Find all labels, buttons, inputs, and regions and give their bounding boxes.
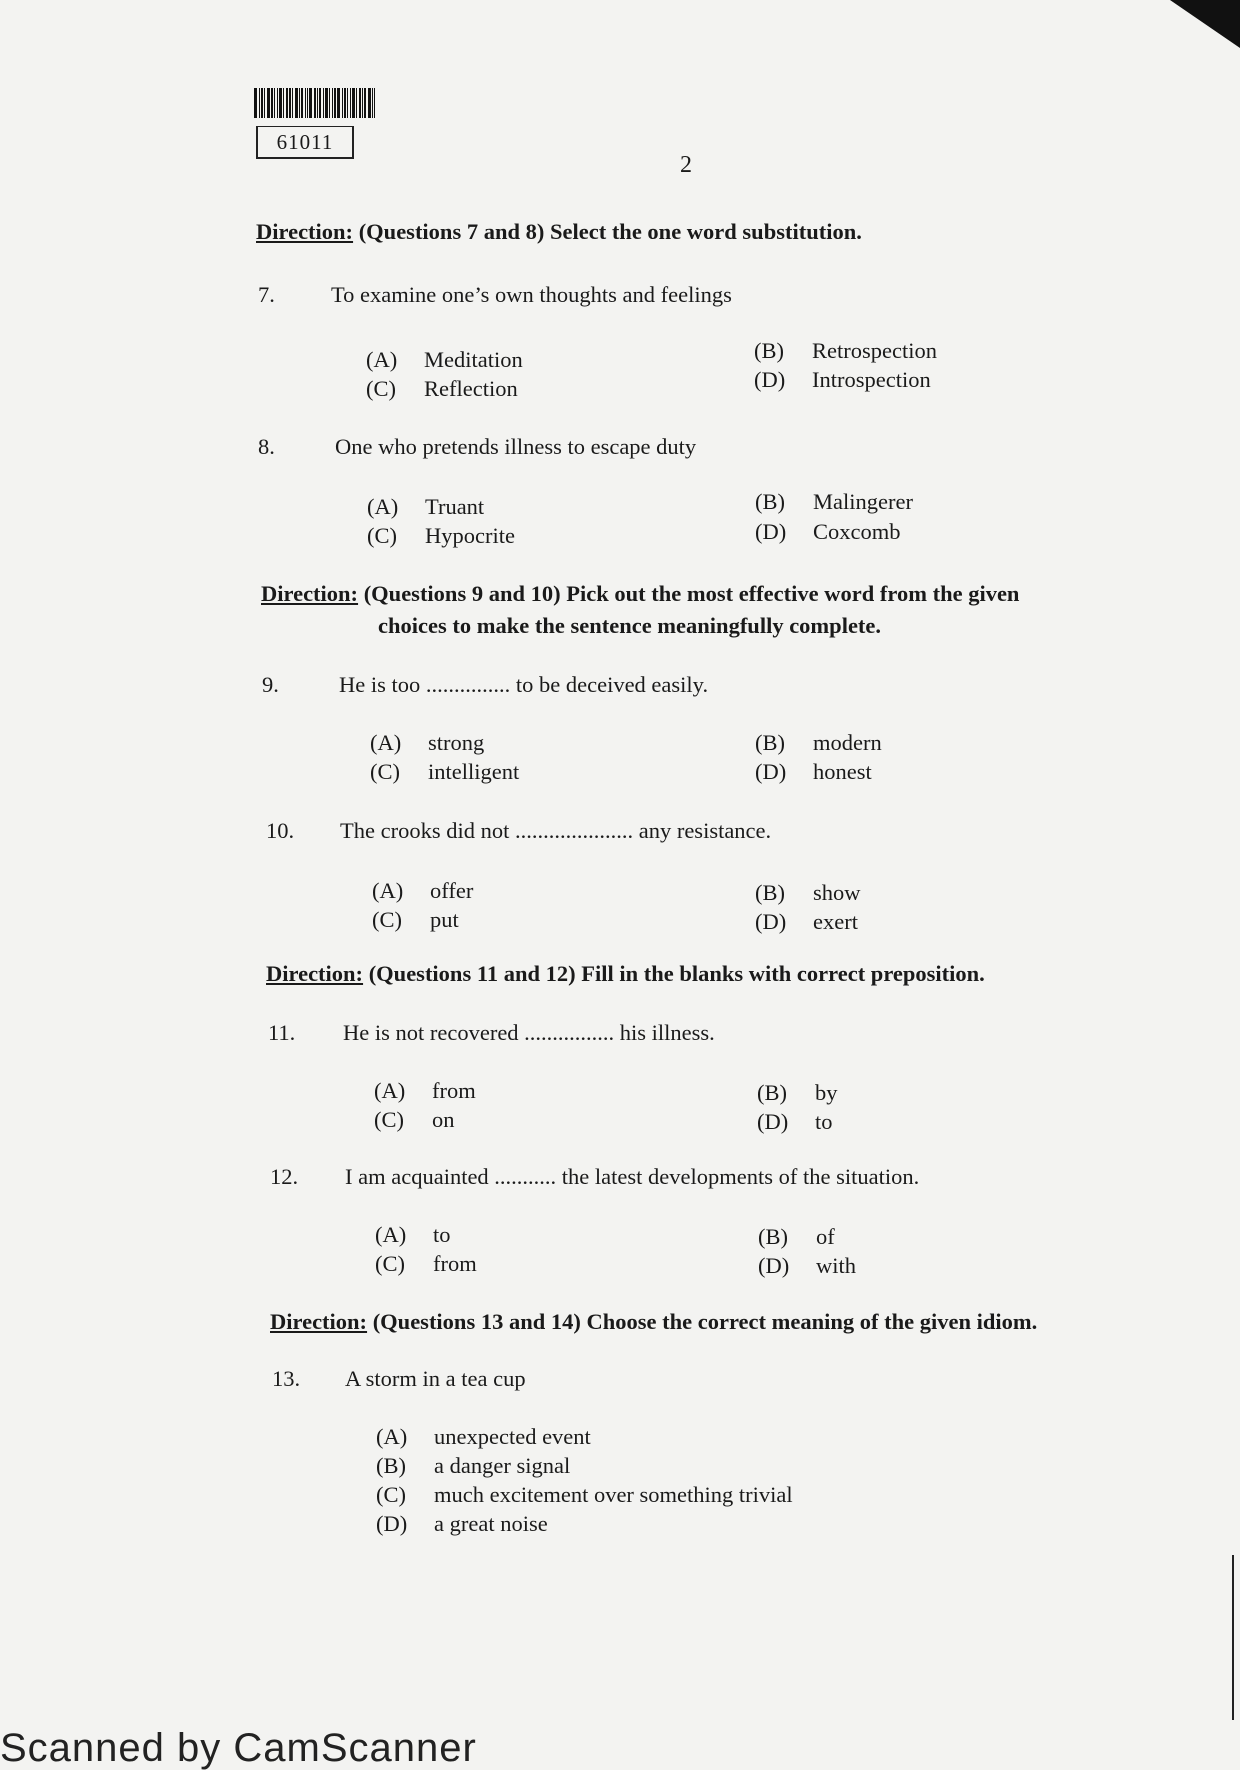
option-d: (D) with [758, 1253, 857, 1278]
option-a: (A) Meditation [366, 347, 523, 372]
barcode-bar [277, 88, 278, 118]
option-c: (C) intelligent [370, 759, 520, 784]
barcode-bar [372, 88, 373, 118]
barcode-bar [307, 88, 308, 118]
barcode-bar [274, 88, 275, 118]
barcode-bar [344, 88, 346, 118]
option-b: (B) Retrospection [754, 338, 937, 363]
barcode-bar [352, 88, 355, 118]
option-c: (C) Hypocrite [367, 523, 515, 548]
option-c: (C) much excitement over something trivial [376, 1482, 793, 1507]
barcode-bar [292, 88, 293, 118]
question-number: 10. [266, 818, 295, 843]
barcode-bar [317, 88, 318, 118]
direction-text: (Questions 11 and 12) Fill in the blanks with correct preposition. [368, 961, 985, 986]
option-b: (B) by [757, 1080, 838, 1105]
barcode-bar [350, 88, 351, 118]
barcode-bar [334, 88, 336, 118]
barcode-bar [259, 88, 260, 118]
option-d: (D) a great noise [376, 1511, 548, 1536]
barcode-bar [286, 88, 288, 118]
scan-watermark: Scanned by CamScanner [0, 1726, 477, 1770]
option-c: (C) put [372, 907, 459, 932]
question-text: One who pretends illness to escape duty [335, 434, 697, 459]
option-d: (D) Coxcomb [755, 519, 901, 544]
barcode-bar [329, 88, 330, 118]
barcode-bar [337, 88, 340, 118]
option-c: (C) from [375, 1251, 477, 1276]
direction-label: Direction: [256, 219, 354, 244]
barcode-bar [305, 88, 306, 118]
direction-section-1 [256, 216, 862, 248]
barcode-bar [325, 88, 328, 118]
question-text: He is too ............... to be deceived easily. [339, 672, 709, 697]
barcode-bar [323, 88, 324, 118]
barcode-bar [347, 88, 348, 118]
question-number: 8. [258, 434, 275, 459]
option-a: (A) strong [370, 730, 485, 755]
question-text: The crooks did not ..................... any resistance. [340, 818, 772, 843]
direction-text: (Questions 13 and 14) Choose the correct meaning of the given idiom. [372, 1309, 1038, 1334]
barcode-bar [309, 88, 312, 118]
direction-section-4 [270, 1306, 1037, 1338]
question-text: A storm in a tea cup [345, 1366, 526, 1391]
question-text: He is not recovered ................ his illness. [343, 1020, 715, 1045]
option-c: (C) on [374, 1107, 455, 1132]
option-d: (D) to [757, 1109, 833, 1134]
question-number: 7. [258, 282, 275, 307]
barcode-bar [364, 88, 366, 118]
barcode-bar [254, 88, 257, 118]
option-a: (A) Truant [367, 494, 485, 519]
barcode [254, 88, 422, 118]
barcode-bar [368, 88, 371, 118]
scan-edge-line [1232, 1555, 1234, 1720]
barcode-bar [342, 88, 343, 118]
barcode-bar [314, 88, 316, 118]
question-number: 13. [272, 1366, 301, 1391]
option-c: (C) Reflection [366, 376, 518, 401]
barcode-bar [359, 88, 361, 118]
barcode-bar [374, 88, 375, 118]
direction-label: Direction: [261, 581, 359, 606]
option-a: (A) unexpected event [376, 1424, 591, 1449]
option-b: (B) a danger signal [376, 1453, 571, 1478]
barcode-bar [362, 88, 363, 118]
barcode-bar [283, 88, 284, 118]
question-text: I am acquainted ........... the latest developments of the situation. [345, 1164, 920, 1189]
option-d: (D) Introspection [754, 367, 931, 392]
barcode-bar [356, 88, 357, 118]
direction-label: Direction: [270, 1309, 368, 1334]
direction-text: (Questions 7 and 8) Select the one word substitution. [358, 219, 862, 244]
question-text: To examine one’s own thoughts and feelings [331, 282, 732, 307]
barcode-bar [289, 88, 291, 118]
direction-section-2-line-2: choices to make the sentence meaningfully complete. [378, 613, 882, 638]
option-d: (D) exert [755, 909, 858, 934]
paper-code: 61011 [276, 130, 334, 154]
direction-text: (Questions 9 and 10) Pick out the most effective word from the given [363, 581, 1020, 606]
barcode-bar [264, 88, 265, 118]
option-b: (B) Malingerer [755, 489, 913, 514]
question-number: 11. [268, 1020, 296, 1045]
option-b: (B) show [755, 880, 861, 905]
option-a: (A) from [374, 1078, 476, 1103]
direction-section-2 [261, 578, 1019, 610]
paper-code-box [256, 126, 354, 159]
option-d: (D) honest [755, 759, 872, 784]
option-a: (A) offer [372, 878, 474, 903]
option-a: (A) to [375, 1222, 451, 1247]
page-number: 2 [680, 152, 692, 178]
question-number: 9. [262, 672, 279, 697]
question-number: 12. [270, 1164, 299, 1189]
barcode-bar [301, 88, 303, 118]
barcode-bar [332, 88, 333, 118]
barcode-bar [267, 88, 270, 118]
barcode-bar [271, 88, 273, 118]
barcode-bar [295, 88, 298, 118]
option-b: (B) modern [755, 730, 882, 755]
barcode-bar [299, 88, 300, 118]
option-b: (B) of [758, 1224, 835, 1249]
direction-label: Direction: [266, 961, 364, 986]
barcode-bar [319, 88, 321, 118]
direction-section-3 [266, 958, 985, 990]
scan-corner-shadow [1170, 0, 1240, 48]
barcode-bar [261, 88, 263, 118]
barcode-bar [279, 88, 282, 118]
